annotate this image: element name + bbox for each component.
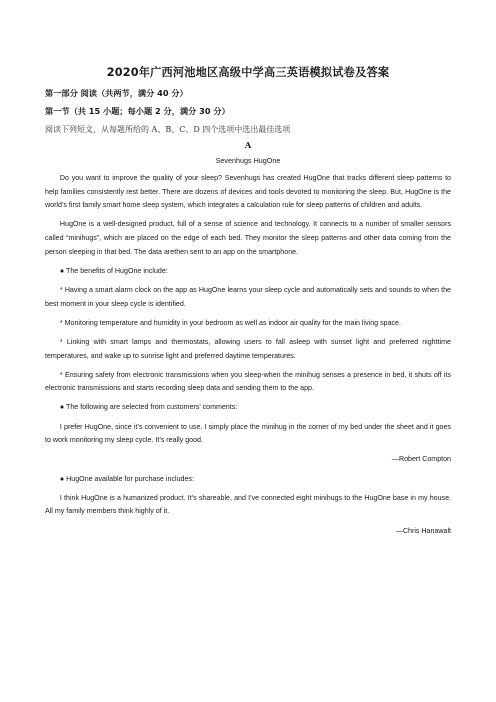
benefits-heading: ● The benefits of HugOne include: [59, 266, 168, 275]
comment-2: I think HugOne is a humanized product. It’s shareable, and I’ve connected eight minihugs to the HugOne base in my house. All my family members think highly of it. [45, 493, 451, 516]
benefit-safety: * Ensuring safety from electronic transmissions when you sleep-when the minihug senses a presence in bed, it shuts off its electronic transmissions and starts recording sleep data and sending them to the app. [45, 370, 451, 393]
benefit-alarm: * Having a smart alarm clock on the app as HugOne learns your sleep cycle and automatically sets and sounds to when the best moment in your sleep cycle is identified. [45, 285, 451, 308]
passage-label: A [244, 140, 252, 150]
comment-1: I prefer HugOne, since it’s convenient to use. I simply place the minihug in the corner of my bed under the sheet and it goes to work monitoring my sleep cycle. It’s really good. [45, 422, 451, 445]
paragraph-product: HugOne is a well-designed product, full of a sense of science and technology. It connects to a number of smaller sensors called “minihugs”, which are placed on the edge of each bed. They monitor the sleep patterns and other data coming from the person sleeping in that bed. The data arethen sent to an app on the smartphone. [45, 220, 451, 256]
article-title: Sevenhugs HugOne [215, 156, 281, 165]
benefit-monitoring: * Monitoring temperature and humidity in your bedroom as well as indoor air quality for the main living space. [59, 318, 401, 327]
benefit-linking: * Linking with smart lamps and thermostats, allowing users to fall asleep with sunset light and preferred nighttime temperatures, and wake up to sunrise light and preferred daytime temperatures. [45, 337, 451, 360]
part-heading: 第一部分 阅读（共两节，满分 40 分） [45, 88, 188, 98]
section-heading: 第一节（共 15 小题；每小题 2 分，满分 30 分） [45, 106, 230, 116]
paragraph-intro: Do you want to improve the quality of your sleep? Sevenhugs has created HugOne that tracks different sleep patterns to help families consistently rest better. There are dozens of devices and tools devoted to monitoring the sleep. But, HugOne is the world’s first family smart home sleep system, which integrates a calculation rule for sleep patterns of children and adults. [45, 174, 451, 210]
comments-heading: ● The following are selected from customers’ comments: [59, 403, 238, 412]
document-title: 2020年广西河池地区高级中学高三英语模拟试卷及答案 [106, 66, 390, 79]
comment-1-author: —Robert Compton [391, 455, 451, 464]
article-body [45, 172, 451, 544]
instruction-text: 阅读下列短文，从每题所给的 A、B、C、D 四个选项中选出最佳选项 [45, 125, 291, 134]
purchase-heading: ● HugOne available for purchase includes: [59, 474, 194, 483]
comment-2-author: —Chris Hanawalt [395, 526, 451, 535]
